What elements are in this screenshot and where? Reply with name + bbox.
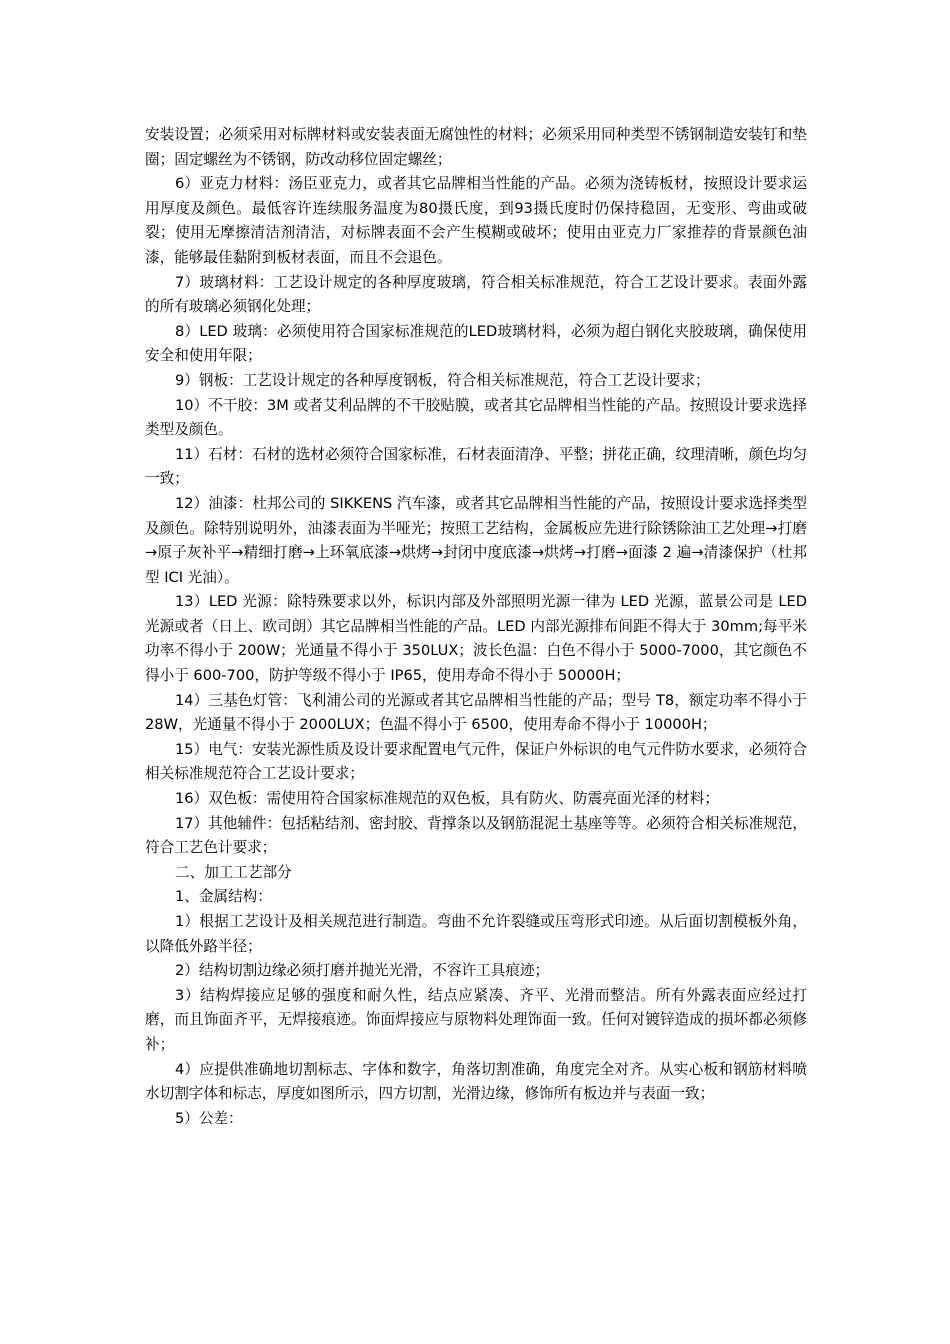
paragraph-acrylic-material: 6）亚克力材料：汤臣亚克力，或者其它品牌相当性能的产品。必须为浇铸板材，按照设计要求运用厚度及颜色。最低容许连续服务温度为80摄氏度，到93摄氏度时仍保持稳固，无变形、弯曲或破裂；使用无摩擦清洁剂清洁，对标牌表面不会产生模糊或破坏；使用由亚克力厂家推荐的背景颜色油漆，能够最佳黏附到板材表面，而且不会退色。 [145,175,807,266]
paragraph-electrical: 15）电气：安装光源性质及设计要求配置电气元件，保证户外标识的电气元件防水要求，必须符合相关标准规范符合工艺设计要求； [145,740,807,783]
paragraph-manufacturing: 1）根据工艺设计及相关规范进行制造。弯曲不允许裂缝或压弯形式印迹。从后面切割模板外角，以降低外路半径； [145,913,807,955]
paragraph-paint: 12）油漆：杜邦公司的 SIKKENS 汽车漆，或者其它品牌相当性能的产品，按照设计要求选择类型及颜色。除特别说明外，油漆表面为半哑光；按照工艺结构，金属板应先进行除锈除油工艺处理→打磨→原子灰补平→精细打磨→上环氧底漆→烘烤→封闭中度底漆→烘烤→打磨→面漆 2 遍→清漆保护（杜邦型 ICI 光油）。 [145,494,807,586]
paragraph-tolerance: 5）公差： [175,1109,243,1127]
paragraph-tri-color-tube: 14）三基色灯管：飞利浦公司的光源或者其它品牌相当性能的产品；型号 T8，额定功率不得小于 28W，光通量不得小于 2000LUX；色温不得小于 6500，使用寿命不得小于 10000H； [145,691,807,734]
paragraph-adhesive-film: 10）不干胶：3M 或者艾利品牌的不干胶贴膜，或者其它品牌相当性能的产品。按照设计要求选择类型及颜色。 [145,396,807,439]
paragraph-led-glass: 8）LED 玻璃：必须使用符合国家标准规范的LED玻璃材料，必须为超白钢化夹胶玻璃，确保使用安全和使用年限； [145,322,807,365]
paragraph-welding: 3）结构焊接应足够的强度和耐久性，结点应紧凑、齐平、光滑而整洁。所有外露表面应经过打磨，而且饰面齐平，无焊接痕迹。饰面焊接应与原物料处理饰面一致。任何对镀锌造成的损坏都必须修补； [145,986,807,1053]
paragraph-stone: 11）石材：石材的选材必须符合国家标准，石材表面清净、平整；拼花正确，纹理清晰，颜色均匀一致； [145,445,807,488]
paragraph-two-color-board: 16）双色板：需使用符合国家标准规范的双色板，具有防火、防震亮面光泽的材料； [175,790,719,808]
paragraph-other-accessories: 17）其他辅件：包括粘结剂、密封胶、背撑条以及钢筋混泥土基座等等。必须符合相关标准规范，符合工艺色计要求； [145,814,807,857]
paragraph-cut-edges: 2）结构切割边缘必须打磨并抛光光滑，不容许工具痕迹； [175,962,550,980]
paragraph-cutting-marks: 4）应提供准确地切割标志、字体和数字，角落切割准确，角度完全对齐。从实心板和钢筋材料喷水切割字体和标志，厚度如图所示，四方切割，光滑边缘，修饰所有板边并与表面一致； [145,1060,807,1103]
document-page [145,123,807,1131]
paragraph-glass-material: 7）玻璃材料：工艺设计规定的各种厚度玻璃，符合相关标准规范，符合工艺设计要求。表面外露的所有玻璃必须钢化处理； [145,273,807,316]
subheading-metal-structure: 1、金属结构： [175,888,272,906]
section-heading-processing: 二、加工工艺部分 [175,863,292,881]
paragraph-mounting-setup: 安装设置；必须采用对标牌材料或安装表面无腐蚀性的材料；必须采用同种类型不锈钢制造安装钉和垫圈；固定螺丝为不锈钢，防改动移位固定螺丝； [145,126,807,168]
paragraph-steel-plate: 9）钢板：工艺设计规定的各种厚度钢板，符合相关标准规范，符合工艺设计要求； [175,371,710,389]
paragraph-led-light-source: 13）LED 光源：除特殊要求以外，标识内部及外部照明光源一律为 LED 光源，蓝景公司是 LED 光源或者（日上、欧司朗）其它品牌相当性能的产品。LED 内部光源排布间距不得大于 30mm;每平米功率不得小于 200W；光通量不得小于 350LUX；波长色温：白色不得小于 5000-7000，其它颜色不得小于 600-700，防护等级不得小于 IP65，使用寿命不得小于 50000H； [145,593,807,685]
